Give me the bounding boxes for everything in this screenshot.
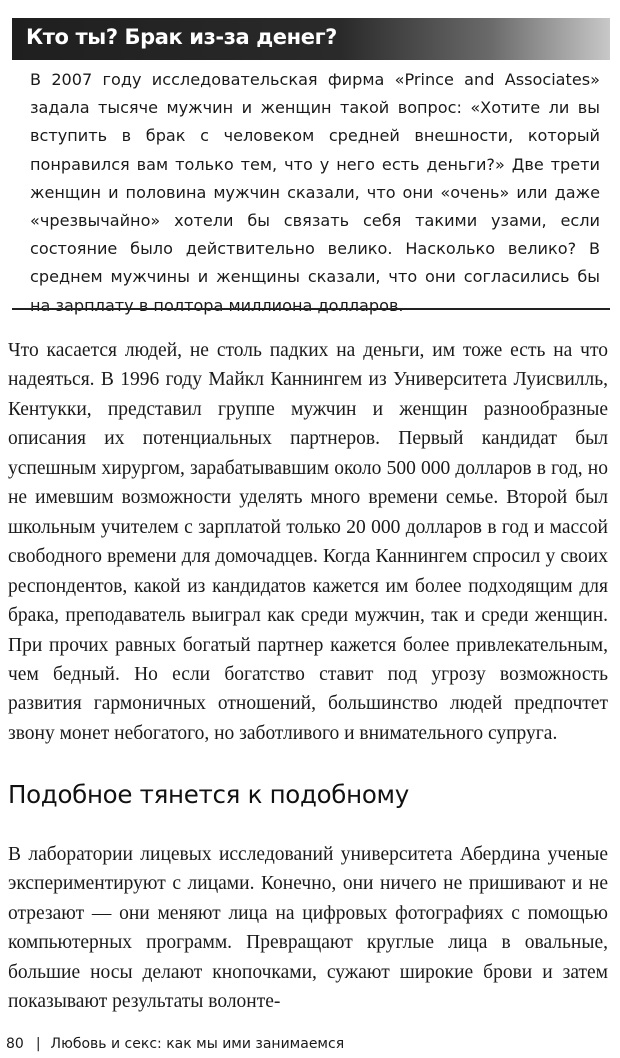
- page-number: 80: [6, 1036, 24, 1052]
- running-title: Любовь и секс: как мы ими занимаемся: [50, 1036, 345, 1052]
- sidebar-title: Кто ты? Брак из-за денег?: [26, 25, 337, 49]
- page-footer: [6, 1036, 344, 1052]
- sidebar-bottom-rule: [12, 308, 610, 310]
- footer-separator: |: [35, 1036, 41, 1052]
- sidebar-text: В 2007 году исследовательская фирма «Prince and Associates» задала тысяче мужчин и женщин такой вопрос: «Хотите ли вы вступить в брак с человеком средней внешности, который понравился вам только тем, что у него есть деньги?» Две трети женщин и половина мужчин сказали, что они «очень» или даже «чрезвычайно» хотели бы связать себя такими узами, если состояние было действительно велико. Насколько велико? В среднем мужчины и женщины сказали, что они согласились бы на зарплату в полтора миллиона долларов.: [30, 70, 600, 315]
- sidebar-box: [12, 18, 610, 315]
- sidebar-header: [12, 18, 610, 60]
- body-paragraph-1: Что касается людей, не столь падких на деньги, им тоже есть на что надеяться. В 1996 году Майкл Каннингем из Университета Луисвилль, Кентукки, представил группе мужчин и женщин разнообразные описания их потенциальных партнеров. Первый кандидат был успешным хирургом, зарабатывавшим около 500 000 долларов в год, но не имевшим возможности уделять много времени семье. Второй был школьным учителем с зарплатой только 20 000 долларов в год и массой свободного времени для домочадцев. Когда Каннингем спросил у своих респондентов, какой из кандидатов кажется им более подходящим для брака, преподаватель выиграл как среди мужчин, так и среди женщин. При прочих равных богатый партнер кажется более привлекательным, чем бедный. Но если богатство ставит под угрозу возможность развития гармоничных отношений, большинство людей предпочтет звону монет небогатого, но заботливого и внимательного супруга.: [8, 340, 608, 744]
- body-paragraph-2: В лаборатории лицевых исследований университета Абердина ученые экспериментируют с лицами. Конечно, они ничего не пришивают и не отрезают — они меняют лица на цифровых фотографиях с помощью компьютерных программ. Превращают круглые лица в овальные, большие носы делают кнопочками, сужают широкие брови и затем показывают результаты волонте-: [8, 844, 608, 1013]
- section-heading: Подобное тянется к подобному: [8, 780, 409, 809]
